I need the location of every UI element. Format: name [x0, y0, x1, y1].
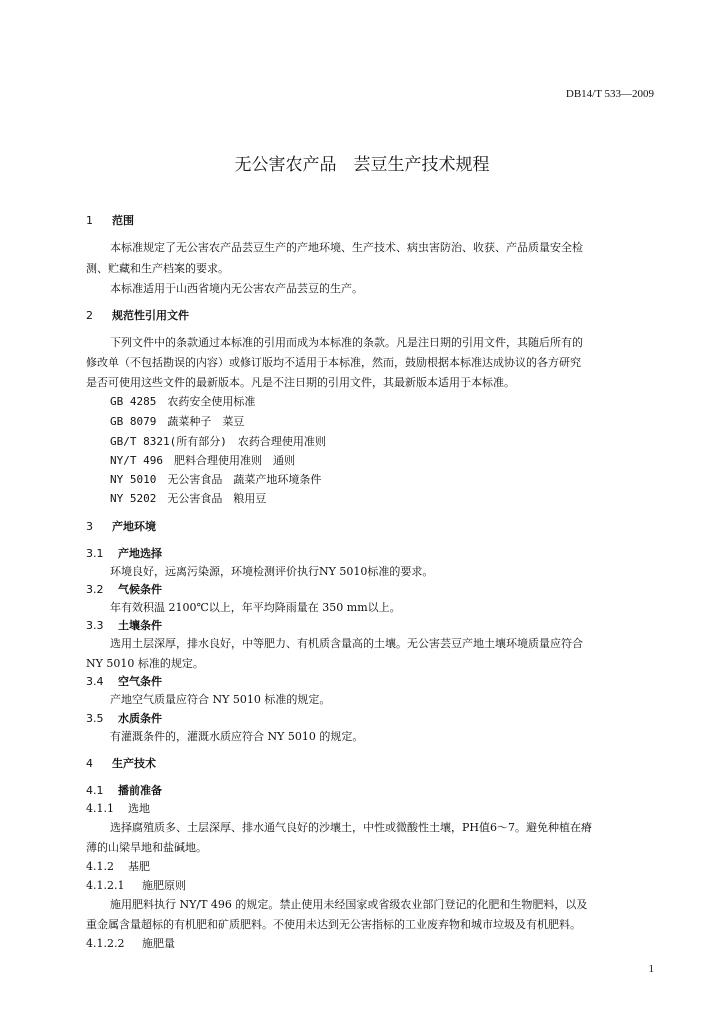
section-number: 3.1	[86, 547, 104, 560]
subsection-heading	[86, 617, 162, 633]
clause-number: 4.1.1	[86, 802, 114, 815]
clause-heading	[86, 877, 186, 893]
paragraph-line: 薄的山梁旱地和盐碱地。	[86, 841, 207, 854]
paragraph-line: 选择腐殖质多、土层深厚、排水通气良好的沙壤土，中性或微酸性土壤，PH值6～7。避免种植在瘠	[110, 821, 592, 834]
paragraph-line: 施用肥料执行 NY/T 496 的规定。禁止使用未经国家或省级农业部门登记的化肥和生物肥料，以及	[110, 898, 588, 911]
section-label: 范围	[112, 214, 134, 227]
clause-number: 4.1.2.1	[86, 879, 125, 892]
paragraph-line: 修改单（不包括勘误的内容）或修订版均不适用于本标准，然而，鼓励根据本标准达成协议的各方研究	[86, 356, 581, 369]
section-number: 3.5	[86, 712, 104, 725]
clause-heading	[86, 935, 175, 951]
section-label: 生产技术	[112, 757, 156, 770]
section-number: 3.3	[86, 619, 104, 632]
paragraph-line: 选用土层深厚，排水良好，中等肥力、有机质含量高的土壤。无公害芸豆产地土壤环境质量应符合	[110, 637, 583, 650]
clause-number: 4.1.2	[86, 860, 114, 873]
section-1-heading	[86, 212, 134, 228]
section-label: 播前准备	[118, 784, 162, 797]
paragraph-line: 下列文件中的条款通过本标准的引用而成为本标准的条款。凡是注日期的引用文件，其随后所有的	[110, 336, 583, 349]
clause-label: 基肥	[128, 860, 150, 873]
paragraph-line: 环境良好，远离污染源，环境检测评价执行NY 5010标准的要求。	[110, 565, 434, 578]
reference-item: GB 8079 蔬菜种子 菜豆	[110, 415, 245, 428]
reference-item: NY 5010 无公害食品 蔬菜产地环境条件	[110, 473, 322, 486]
section-label: 气候条件	[118, 583, 162, 596]
section-label: 土壤条件	[118, 619, 162, 632]
section-number: 3.2	[86, 583, 104, 596]
paragraph-line: 年有效积温 2100℃以上，年平均降雨量在 350 mm以上。	[110, 601, 401, 614]
clause-label: 施肥量	[142, 937, 175, 950]
section-number: 4	[86, 757, 93, 770]
paragraph-line: 本标准规定了无公害农产品芸豆生产的产地环境、生产技术、病虫害防治、收获、产品质量安全检	[110, 241, 583, 254]
section-number: 3.4	[86, 675, 104, 688]
subsection-heading	[86, 545, 162, 561]
paragraph-line: 测、贮藏和生产档案的要求。	[86, 262, 229, 275]
section-2-heading	[86, 307, 189, 323]
section-4-heading	[86, 755, 156, 771]
subsection-heading	[86, 581, 162, 597]
section-number: 2	[86, 309, 93, 322]
subsection-heading	[86, 782, 162, 798]
section-label: 水质条件	[118, 712, 162, 725]
paragraph-line: 有灌溉条件的，灌溉水质应符合 NY 5010 的规定。	[110, 730, 364, 743]
page-number: 1	[648, 963, 654, 975]
clause-heading	[86, 858, 150, 874]
standard-code: DB14/T 533—2009	[565, 88, 654, 100]
clause-label: 选地	[128, 802, 150, 815]
paragraph-line: 重金属含量超标的有机肥和矿质肥料。不使用未达到无公害指标的工业废弃物和城市垃圾及有机肥料。	[86, 918, 581, 931]
subsection-heading	[86, 673, 162, 689]
section-number: 3	[86, 520, 93, 533]
reference-item: GB 4285 农药安全使用标准	[110, 395, 256, 408]
section-number: 1	[86, 214, 93, 227]
section-3-heading	[86, 518, 156, 534]
paragraph-line: 是否可使用这些文件的最新版本。凡是不注日期的引用文件，其最新版本适用于本标准。	[86, 376, 515, 389]
section-number: 4.1	[86, 784, 104, 797]
reference-item: GB/T 8321(所有部分) 农药合理使用准则	[110, 435, 326, 448]
clause-heading	[86, 800, 150, 816]
document-title: 无公害农产品 芸豆生产技术规程	[234, 155, 490, 175]
reference-item: NY 5202 无公害食品 粮用豆	[110, 492, 267, 505]
paragraph-line: NY 5010 标准的规定。	[86, 657, 204, 670]
paragraph-line: 产地空气质量应符合 NY 5010 标准的规定。	[110, 693, 331, 706]
paragraph-line: 本标准适用于山西省境内无公害农产品芸豆的生产。	[110, 282, 363, 295]
subsection-heading	[86, 710, 162, 726]
reference-item: NY/T 496 肥料合理使用准则 通则	[110, 454, 295, 467]
clause-number: 4.1.2.2	[86, 937, 125, 950]
clause-label: 施肥原则	[142, 879, 186, 892]
section-label: 产地选择	[118, 547, 162, 560]
section-label: 空气条件	[118, 675, 162, 688]
section-label: 规范性引用文件	[112, 309, 189, 322]
section-label: 产地环境	[112, 520, 156, 533]
